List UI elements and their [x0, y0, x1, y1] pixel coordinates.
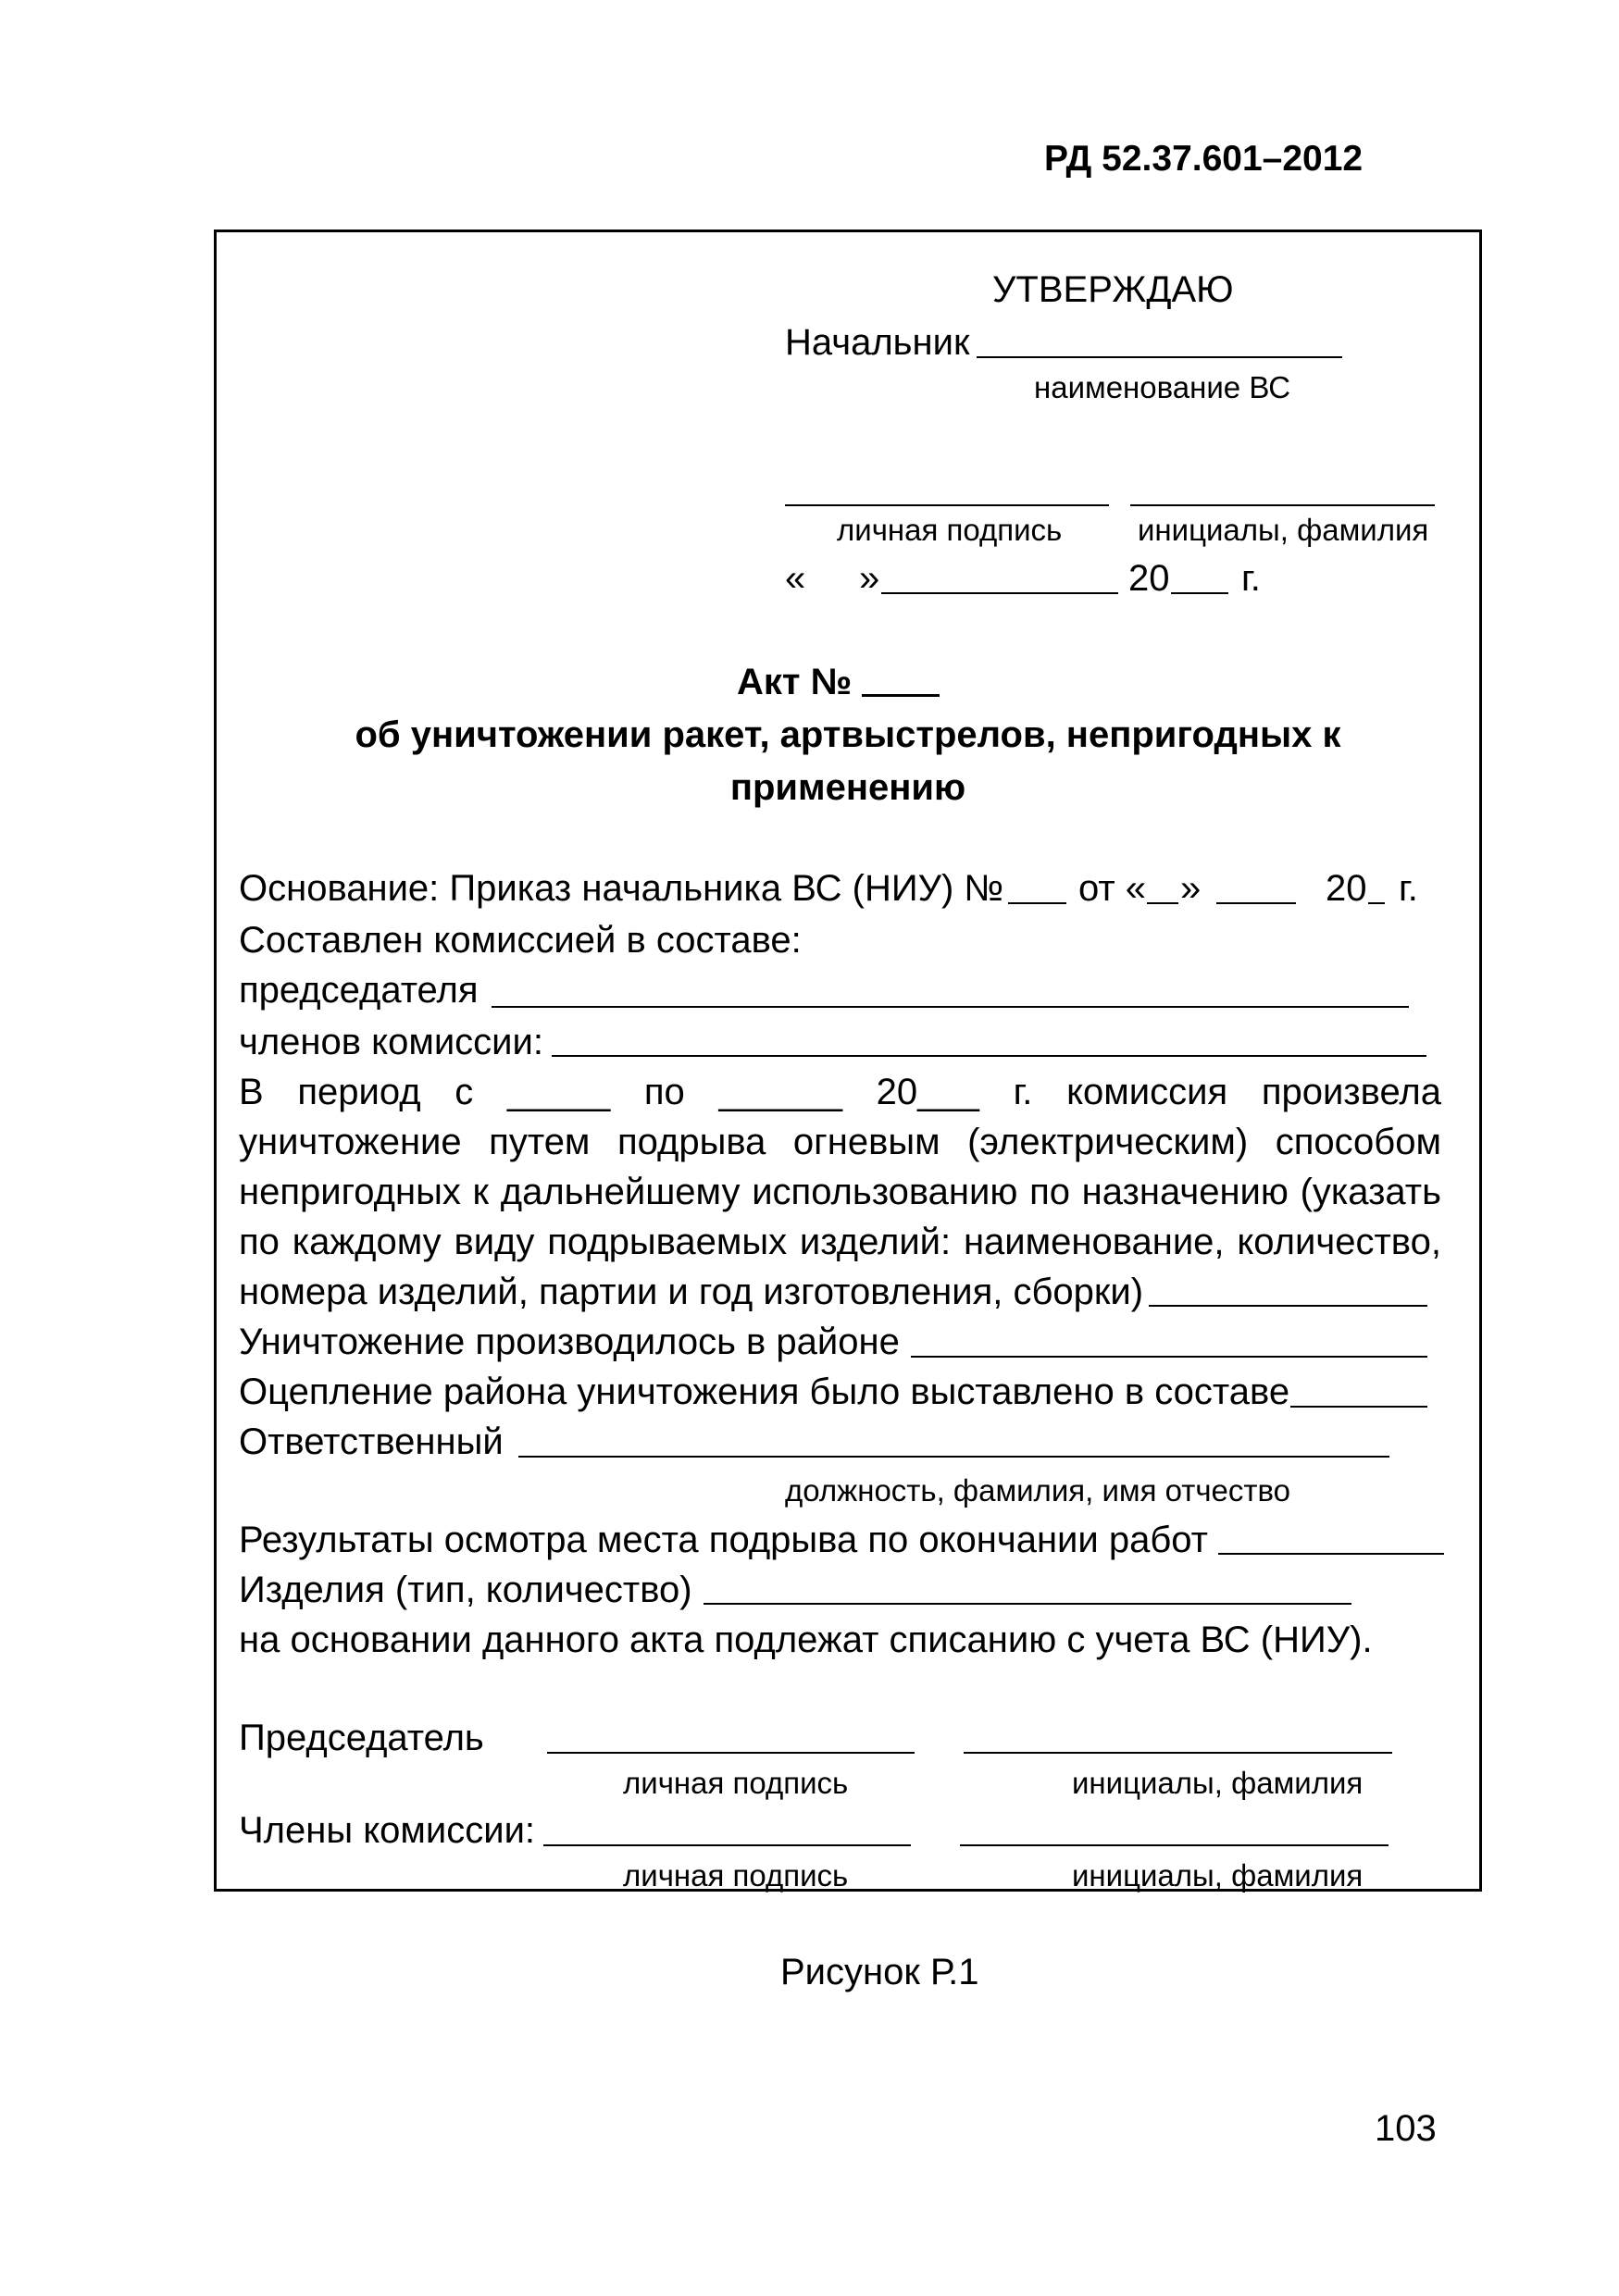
- date-year-line: [1171, 592, 1228, 594]
- chairman-signature-line: [547, 1752, 915, 1754]
- destroy-word: путем: [489, 1122, 591, 1162]
- period-word: комиссия: [1066, 1072, 1228, 1112]
- date-year-suffix: г.: [1241, 558, 1261, 599]
- members-line: [552, 1055, 1426, 1057]
- responsible-text: Ответственный: [239, 1421, 504, 1462]
- unfit-word: назначению: [1081, 1172, 1289, 1212]
- composed-text: Составлен комиссией в составе:: [239, 920, 802, 961]
- period-word: по: [643, 1072, 685, 1112]
- document-code: РД 52.37.601–2012: [1044, 139, 1364, 179]
- chief-label: Начальник: [785, 322, 970, 363]
- members-signature-label: Члены комиссии:: [239, 1810, 536, 1851]
- basis-text: Основание: Приказ начальника ВС (НИУ) №: [239, 868, 1004, 909]
- members-signature-caption: личная подпись: [623, 1858, 849, 1893]
- destroy-word: способом: [1275, 1122, 1441, 1162]
- unfit-word: использованию: [752, 1172, 1018, 1212]
- chairman-signature-caption: личная подпись: [623, 1766, 849, 1800]
- destroy-line: [239, 1123, 1441, 1160]
- members-signature-line: [543, 1844, 911, 1846]
- act-number-line: [862, 694, 940, 697]
- approval-name-line: [1130, 504, 1435, 506]
- chairman-signature-label: Председатель: [239, 1718, 484, 1758]
- area-text: Уничтожение производилось в районе: [239, 1322, 900, 1362]
- cordon-text: Оцепление района уничтожения было выставлено в составе: [239, 1371, 1290, 1412]
- period-word: произвела: [1261, 1072, 1441, 1112]
- members-name-line: [960, 1844, 1389, 1846]
- approval-signature-caption: личная подпись: [837, 513, 1063, 547]
- cordon-line: [1290, 1406, 1427, 1408]
- basis-year-line: [1368, 902, 1385, 904]
- unfit-word: по: [1029, 1172, 1070, 1212]
- responsible-line: [518, 1456, 1389, 1458]
- basis-year: 20: [1326, 868, 1367, 909]
- chief-name-line: [977, 356, 1342, 358]
- date-month-line: [881, 592, 1118, 594]
- chairman-name-line: [964, 1752, 1392, 1754]
- responsible-caption: должность, фамилия, имя отчество: [785, 1473, 1291, 1508]
- period-word: ______: [718, 1072, 842, 1112]
- members-name-caption: инициалы, фамилия: [1072, 1858, 1364, 1893]
- act-number-label: Акт №: [737, 662, 853, 702]
- period-word: В: [239, 1072, 264, 1112]
- numbers-text: номера изделий, партии и год изготовления, сборки): [239, 1272, 1144, 1312]
- each-word: изделий:: [799, 1222, 952, 1262]
- period-word: период: [297, 1072, 421, 1112]
- chairman-line: [492, 1006, 1409, 1008]
- items-text: Изделия (тип, количество): [239, 1570, 692, 1610]
- basis-day-line: [1147, 902, 1178, 904]
- each-word: каждому: [292, 1222, 442, 1262]
- date-year: 20: [1128, 558, 1170, 599]
- date-open-quote: «: [785, 558, 806, 599]
- basis-month-line: [1216, 902, 1296, 904]
- unfit-word: непригодных: [239, 1172, 461, 1212]
- destroy-word: (электрическим): [967, 1122, 1249, 1162]
- numbers-line: [1149, 1305, 1427, 1307]
- area-line: [911, 1356, 1427, 1358]
- unfit-word: (указать: [1300, 1172, 1441, 1212]
- each-word: по: [239, 1222, 280, 1262]
- each-word: виду: [454, 1222, 535, 1262]
- destroy-word: подрыва: [616, 1122, 766, 1162]
- chairman-text: председателя: [239, 970, 479, 1011]
- items-line: [704, 1603, 1351, 1605]
- approve-label: УТВЕРЖДАЮ: [992, 269, 1234, 310]
- chief-caption: наименование ВС: [1034, 370, 1291, 404]
- period-word: с: [455, 1072, 474, 1112]
- period-word: 20___: [876, 1072, 979, 1112]
- basis-number-line: [1008, 902, 1066, 904]
- period-word: г.: [1013, 1072, 1033, 1112]
- each-word: подрываемых: [547, 1222, 788, 1262]
- chairman-name-caption: инициалы, фамилия: [1072, 1766, 1364, 1800]
- basis-close-quote: »: [1180, 868, 1202, 909]
- act-title-line1: об уничтожении ракет, артвыстрелов, непригодных к: [355, 714, 1341, 755]
- period-line: [239, 1074, 1441, 1111]
- figure-caption: Рисунок Р.1: [780, 1952, 979, 1992]
- approval-signature-line: [785, 504, 1109, 506]
- destroy-word: уничтожение: [239, 1122, 462, 1162]
- members-text: членов комиссии:: [239, 1022, 543, 1062]
- unfit-line: [239, 1173, 1441, 1210]
- results-line: [1218, 1553, 1444, 1555]
- writeoff-text: на основании данного акта подлежат списанию с учета ВС (НИУ).: [239, 1620, 1373, 1660]
- destroy-word: огневым: [792, 1122, 940, 1162]
- approval-name-caption: инициалы, фамилия: [1138, 513, 1429, 547]
- date-close-quote: »: [859, 558, 880, 599]
- basis-from: от «: [1078, 868, 1147, 909]
- results-text: Результаты осмотра места подрыва по окончании работ: [239, 1520, 1208, 1560]
- each-word: количество,: [1237, 1222, 1441, 1262]
- act-title-line2: применению: [729, 767, 966, 808]
- each-word: наименование,: [963, 1222, 1225, 1262]
- page-number: 103: [1375, 2108, 1437, 2149]
- each-line: [239, 1223, 1441, 1260]
- period-word: _____: [506, 1072, 611, 1112]
- basis-g: г.: [1399, 868, 1418, 909]
- unfit-word: дальнейшему: [500, 1172, 741, 1212]
- unfit-word: к: [472, 1172, 490, 1212]
